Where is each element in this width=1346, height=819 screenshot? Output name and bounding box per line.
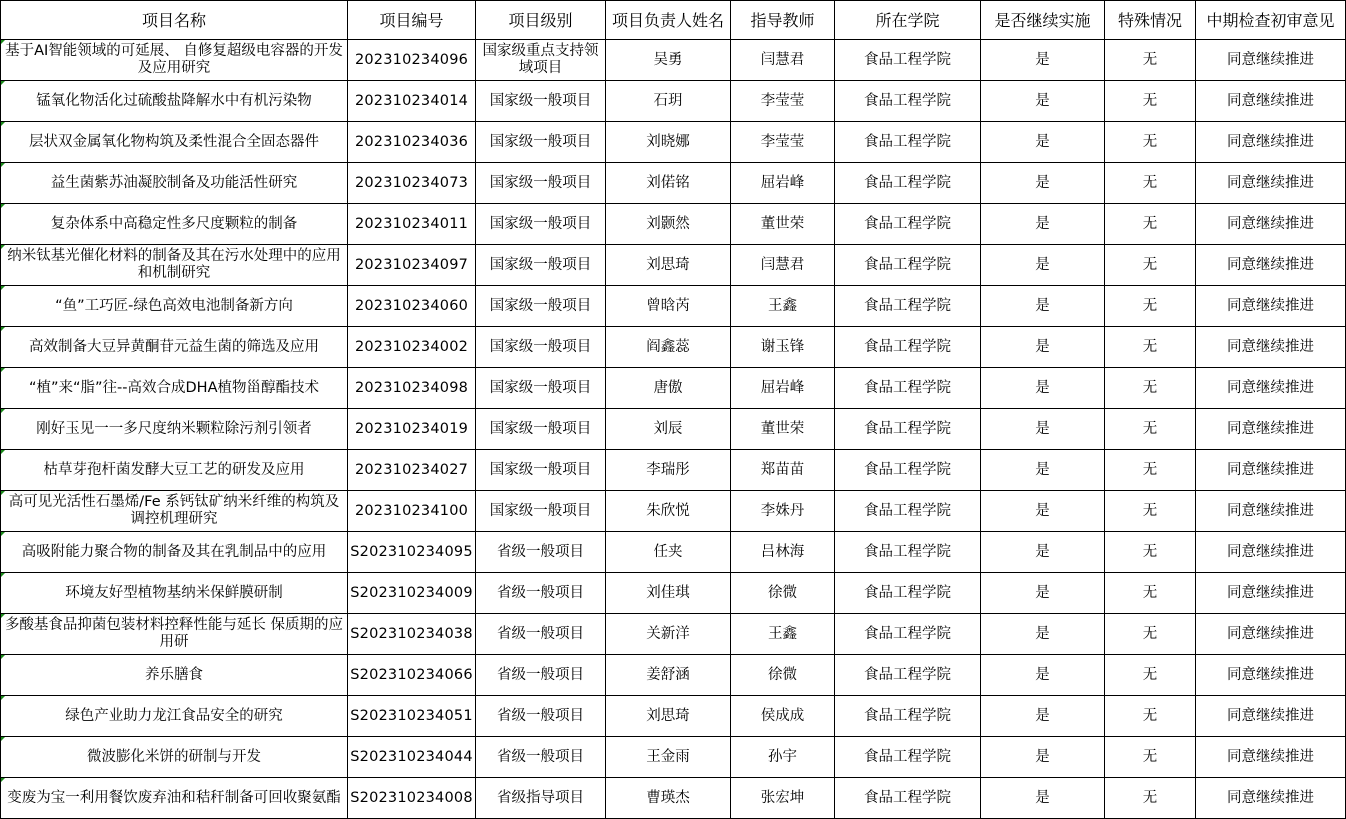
table-row (1, 532, 1346, 573)
project-id-cell[interactable]: 202310234097 (348, 245, 476, 286)
leader-name-cell[interactable]: 李瑞彤 (606, 450, 731, 491)
opinion-cell[interactable]: 同意继续推进 (1196, 327, 1346, 368)
advisor-cell[interactable]: 董世荣 (731, 204, 835, 245)
project-id-cell[interactable]: 202310234019 (348, 409, 476, 450)
college-cell[interactable]: 食品工程学院 (835, 245, 981, 286)
table-row (1, 696, 1346, 737)
project-level-cell[interactable]: 国家级一般项目 (476, 450, 606, 491)
leader-name-cell[interactable]: 唐傲 (606, 368, 731, 409)
table-row (1, 163, 1346, 204)
college-cell[interactable]: 食品工程学院 (835, 122, 981, 163)
leader-name-cell[interactable]: 刘晓娜 (606, 122, 731, 163)
leader-name-cell[interactable]: 刘佳琪 (606, 573, 731, 614)
special-cell[interactable]: 无 (1105, 204, 1196, 245)
advisor-cell[interactable]: 屈岩峰 (731, 368, 835, 409)
table-row (1, 327, 1346, 368)
continue-cell[interactable]: 是 (981, 573, 1105, 614)
advisor-cell[interactable]: 李莹莹 (731, 81, 835, 122)
table-row (1, 286, 1346, 327)
project-level-cell[interactable]: 国家级一般项目 (476, 368, 606, 409)
header-project-name: 项目名称 (1, 1, 348, 40)
continue-cell[interactable]: 是 (981, 327, 1105, 368)
project-level-cell[interactable]: 国家级一般项目 (476, 245, 606, 286)
table-row (1, 204, 1346, 245)
advisor-cell[interactable]: 谢玉锋 (731, 327, 835, 368)
college-cell[interactable]: 食品工程学院 (835, 737, 981, 778)
opinion-cell[interactable]: 同意继续推进 (1196, 286, 1346, 327)
special-cell[interactable]: 无 (1105, 409, 1196, 450)
table-row (1, 368, 1346, 409)
project-level-cell[interactable]: 省级一般项目 (476, 532, 606, 573)
project-level-cell[interactable]: 国家级一般项目 (476, 163, 606, 204)
project-level-cell[interactable]: 省级指导项目 (476, 778, 606, 819)
leader-name-cell[interactable]: 姜舒涵 (606, 655, 731, 696)
project-name-cell[interactable]: 锰氧化物活化过硫酸盐降解水中有机污染物 (1, 81, 348, 122)
opinion-cell[interactable]: 同意继续推进 (1196, 163, 1346, 204)
project-id-cell[interactable]: 202310234002 (348, 327, 476, 368)
table-row (1, 491, 1346, 532)
leader-name-cell[interactable]: 曹瑛杰 (606, 778, 731, 819)
project-name-cell[interactable]: “植”来“脂”往--高效合成DHA植物甾醇酯技术 (1, 368, 348, 409)
continue-cell[interactable]: 是 (981, 491, 1105, 532)
continue-cell[interactable]: 是 (981, 368, 1105, 409)
table-row (1, 122, 1346, 163)
advisor-cell[interactable]: 王鑫 (731, 286, 835, 327)
college-cell[interactable]: 食品工程学院 (835, 696, 981, 737)
college-cell[interactable]: 食品工程学院 (835, 286, 981, 327)
project-level-cell[interactable]: 国家级一般项目 (476, 491, 606, 532)
special-cell[interactable]: 无 (1105, 491, 1196, 532)
special-cell[interactable]: 无 (1105, 286, 1196, 327)
special-cell[interactable]: 无 (1105, 368, 1196, 409)
advisor-cell[interactable]: 徐微 (731, 573, 835, 614)
leader-name-cell[interactable]: 曾晗芮 (606, 286, 731, 327)
special-cell[interactable]: 无 (1105, 327, 1196, 368)
project-level-cell[interactable]: 国家级一般项目 (476, 409, 606, 450)
project-id-cell[interactable]: 202310234036 (348, 122, 476, 163)
header-opinion: 中期检查初审意见 (1196, 1, 1346, 40)
special-cell[interactable]: 无 (1105, 40, 1196, 81)
project-level-cell[interactable]: 国家级一般项目 (476, 81, 606, 122)
project-id-cell[interactable]: 202310234027 (348, 450, 476, 491)
continue-cell[interactable]: 是 (981, 778, 1105, 819)
project-id-cell[interactable]: S202310234051 (348, 696, 476, 737)
opinion-cell[interactable]: 同意继续推进 (1196, 614, 1346, 655)
project-id-cell[interactable]: S202310234009 (348, 573, 476, 614)
project-id-cell[interactable]: S202310234095 (348, 532, 476, 573)
special-cell[interactable]: 无 (1105, 573, 1196, 614)
table-row (1, 81, 1346, 122)
header-special: 特殊情况 (1105, 1, 1196, 40)
project-name-cell[interactable]: 变废为宝一利用餐饮废弃油和秸秆制备可回收聚氨酯 (1, 778, 348, 819)
project-id-cell[interactable]: S202310234066 (348, 655, 476, 696)
continue-cell[interactable]: 是 (981, 409, 1105, 450)
college-cell[interactable]: 食品工程学院 (835, 204, 981, 245)
continue-cell[interactable]: 是 (981, 696, 1105, 737)
project-name-cell[interactable]: 绿色产业助力龙江食品安全的研究 (1, 696, 348, 737)
project-name-cell[interactable]: 刚好玉见一一多尺度纳米颗粒除污剂引领者 (1, 409, 348, 450)
college-cell[interactable]: 食品工程学院 (835, 368, 981, 409)
project-name-cell[interactable]: 高吸附能力聚合物的制备及其在乳制品中的应用 (1, 532, 348, 573)
continue-cell[interactable]: 是 (981, 122, 1105, 163)
leader-name-cell[interactable]: 吴勇 (606, 40, 731, 81)
college-cell[interactable]: 食品工程学院 (835, 532, 981, 573)
special-cell[interactable]: 无 (1105, 81, 1196, 122)
advisor-cell[interactable]: 郑苗苗 (731, 450, 835, 491)
table-row (1, 409, 1346, 450)
project-level-cell[interactable]: 国家级一般项目 (476, 286, 606, 327)
project-id-cell[interactable]: 202310234014 (348, 81, 476, 122)
project-level-cell[interactable]: 省级一般项目 (476, 737, 606, 778)
special-cell[interactable]: 无 (1105, 655, 1196, 696)
project-id-cell[interactable]: S202310234044 (348, 737, 476, 778)
leader-name-cell[interactable]: 关新洋 (606, 614, 731, 655)
project-name-cell[interactable]: 复杂体系中高稳定性多尺度颗粒的制备 (1, 204, 348, 245)
advisor-cell[interactable]: 李姝丹 (731, 491, 835, 532)
opinion-cell[interactable]: 同意继续推进 (1196, 778, 1346, 819)
college-cell[interactable]: 食品工程学院 (835, 614, 981, 655)
project-name-cell[interactable]: 基于AI智能领域的可延展、 自修复超级电容器的开发及应用研究 (1, 40, 348, 81)
leader-name-cell[interactable]: 王金雨 (606, 737, 731, 778)
special-cell[interactable]: 无 (1105, 532, 1196, 573)
opinion-cell[interactable]: 同意继续推进 (1196, 245, 1346, 286)
college-cell[interactable]: 食品工程学院 (835, 655, 981, 696)
project-id-cell[interactable]: 202310234096 (348, 40, 476, 81)
project-id-cell[interactable]: 202310234098 (348, 368, 476, 409)
opinion-cell[interactable]: 同意继续推进 (1196, 122, 1346, 163)
advisor-cell[interactable]: 闫慧君 (731, 40, 835, 81)
project-name-cell[interactable]: 高可见光活性石墨烯/Fe 系钙钛矿纳米纤维的构筑及调控机理研究 (1, 491, 348, 532)
project-name-cell[interactable]: 微波膨化米饼的研制与开发 (1, 737, 348, 778)
leader-name-cell[interactable]: 任夹 (606, 532, 731, 573)
header-advisor: 指导教师 (731, 1, 835, 40)
project-level-cell[interactable]: 省级一般项目 (476, 655, 606, 696)
table-row (1, 573, 1346, 614)
project-level-cell[interactable]: 国家级一般项目 (476, 204, 606, 245)
project-id-cell[interactable]: S202310234038 (348, 614, 476, 655)
table-row (1, 614, 1346, 655)
project-level-cell[interactable]: 国家级一般项目 (476, 122, 606, 163)
project-name-cell[interactable]: 养乐膳食 (1, 655, 348, 696)
advisor-cell[interactable]: 屈岩峰 (731, 163, 835, 204)
project-name-cell[interactable]: 益生菌紫苏油凝胶制备及功能活性研究 (1, 163, 348, 204)
opinion-cell[interactable]: 同意继续推进 (1196, 81, 1346, 122)
opinion-cell[interactable]: 同意继续推进 (1196, 532, 1346, 573)
advisor-cell[interactable]: 王鑫 (731, 614, 835, 655)
college-cell[interactable]: 食品工程学院 (835, 40, 981, 81)
project-id-cell[interactable]: 202310234060 (348, 286, 476, 327)
project-id-cell[interactable]: 202310234073 (348, 163, 476, 204)
continue-cell[interactable]: 是 (981, 81, 1105, 122)
table-row (1, 655, 1346, 696)
table-row (1, 450, 1346, 491)
leader-name-cell[interactable]: 石玥 (606, 81, 731, 122)
leader-name-cell[interactable]: 朱欣悦 (606, 491, 731, 532)
leader-name-cell[interactable]: 刘偌铭 (606, 163, 731, 204)
opinion-cell[interactable]: 同意继续推进 (1196, 204, 1346, 245)
table-row (1, 245, 1346, 286)
project-name-cell[interactable]: 高效制备大豆异黄酮苷元益生菌的筛选及应用 (1, 327, 348, 368)
leader-name-cell[interactable]: 刘颢然 (606, 204, 731, 245)
table-row (1, 40, 1346, 81)
continue-cell[interactable]: 是 (981, 655, 1105, 696)
leader-name-cell[interactable]: 阎鑫蕊 (606, 327, 731, 368)
college-cell[interactable]: 食品工程学院 (835, 573, 981, 614)
continue-cell[interactable]: 是 (981, 450, 1105, 491)
advisor-cell[interactable]: 闫慧君 (731, 245, 835, 286)
opinion-cell[interactable]: 同意继续推进 (1196, 573, 1346, 614)
header-project-level: 项目级别 (476, 1, 606, 40)
project-id-cell[interactable]: 202310234011 (348, 204, 476, 245)
special-cell[interactable]: 无 (1105, 614, 1196, 655)
header-project-id: 项目编号 (348, 1, 476, 40)
college-cell[interactable]: 食品工程学院 (835, 327, 981, 368)
project-level-cell[interactable]: 国家级一般项目 (476, 327, 606, 368)
project-name-cell[interactable]: 多酸基食品抑菌包装材料控释性能与延长 保质期的应用研 (1, 614, 348, 655)
continue-cell[interactable]: 是 (981, 286, 1105, 327)
opinion-cell[interactable]: 同意继续推进 (1196, 491, 1346, 532)
project-name-cell[interactable]: 枯草芽孢杆菌发酵大豆工艺的研发及应用 (1, 450, 348, 491)
project-name-cell[interactable]: “鱼”工巧匠-绿色高效电池制备新方向 (1, 286, 348, 327)
college-cell[interactable]: 食品工程学院 (835, 491, 981, 532)
leader-name-cell[interactable]: 刘思琦 (606, 245, 731, 286)
advisor-cell[interactable]: 侯成成 (731, 696, 835, 737)
opinion-cell[interactable]: 同意继续推进 (1196, 368, 1346, 409)
project-level-cell[interactable]: 省级一般项目 (476, 614, 606, 655)
advisor-cell[interactable]: 吕林海 (731, 532, 835, 573)
special-cell[interactable]: 无 (1105, 122, 1196, 163)
opinion-cell[interactable]: 同意继续推进 (1196, 737, 1346, 778)
table-row (1, 778, 1346, 819)
table-body (1, 40, 1346, 819)
project-id-cell[interactable]: S202310234008 (348, 778, 476, 819)
special-cell[interactable]: 无 (1105, 778, 1196, 819)
advisor-cell[interactable]: 张宏坤 (731, 778, 835, 819)
table-row (1, 737, 1346, 778)
college-cell[interactable]: 食品工程学院 (835, 81, 981, 122)
college-cell[interactable]: 食品工程学院 (835, 778, 981, 819)
continue-cell[interactable]: 是 (981, 204, 1105, 245)
opinion-cell[interactable]: 同意继续推进 (1196, 40, 1346, 81)
header-leader-name: 项目负责人姓名 (606, 1, 731, 40)
special-cell[interactable]: 无 (1105, 245, 1196, 286)
project-id-cell[interactable]: 202310234100 (348, 491, 476, 532)
project-name-cell[interactable]: 纳米钛基光催化材料的制备及其在污水处理中的应用和机制研究 (1, 245, 348, 286)
special-cell[interactable]: 无 (1105, 163, 1196, 204)
continue-cell[interactable]: 是 (981, 245, 1105, 286)
college-cell[interactable]: 食品工程学院 (835, 450, 981, 491)
project-level-cell[interactable]: 省级一般项目 (476, 573, 606, 614)
continue-cell[interactable]: 是 (981, 614, 1105, 655)
advisor-cell[interactable]: 董世荣 (731, 409, 835, 450)
continue-cell[interactable]: 是 (981, 737, 1105, 778)
special-cell[interactable]: 无 (1105, 450, 1196, 491)
project-name-cell[interactable]: 环境友好型植物基纳米保鲜膜研制 (1, 573, 348, 614)
opinion-cell[interactable]: 同意继续推进 (1196, 450, 1346, 491)
project-level-cell[interactable]: 省级一般项目 (476, 696, 606, 737)
advisor-cell[interactable]: 徐微 (731, 655, 835, 696)
continue-cell[interactable]: 是 (981, 532, 1105, 573)
leader-name-cell[interactable]: 刘辰 (606, 409, 731, 450)
project-level-cell[interactable]: 国家级重点支持领域项目 (476, 40, 606, 81)
advisor-cell[interactable]: 孙宇 (731, 737, 835, 778)
header-college: 所在学院 (835, 1, 981, 40)
college-cell[interactable]: 食品工程学院 (835, 163, 981, 204)
advisor-cell[interactable]: 李莹莹 (731, 122, 835, 163)
college-cell[interactable]: 食品工程学院 (835, 409, 981, 450)
opinion-cell[interactable]: 同意继续推进 (1196, 409, 1346, 450)
special-cell[interactable]: 无 (1105, 696, 1196, 737)
opinion-cell[interactable]: 同意继续推进 (1196, 696, 1346, 737)
special-cell[interactable]: 无 (1105, 737, 1196, 778)
continue-cell[interactable]: 是 (981, 40, 1105, 81)
project-name-cell[interactable]: 层状双金属氧化物构筑及柔性混合全固态器件 (1, 122, 348, 163)
leader-name-cell[interactable]: 刘思琦 (606, 696, 731, 737)
continue-cell[interactable]: 是 (981, 163, 1105, 204)
header-continue: 是否继续实施 (981, 1, 1105, 40)
header-row (1, 1, 1346, 40)
opinion-cell[interactable]: 同意继续推进 (1196, 655, 1346, 696)
